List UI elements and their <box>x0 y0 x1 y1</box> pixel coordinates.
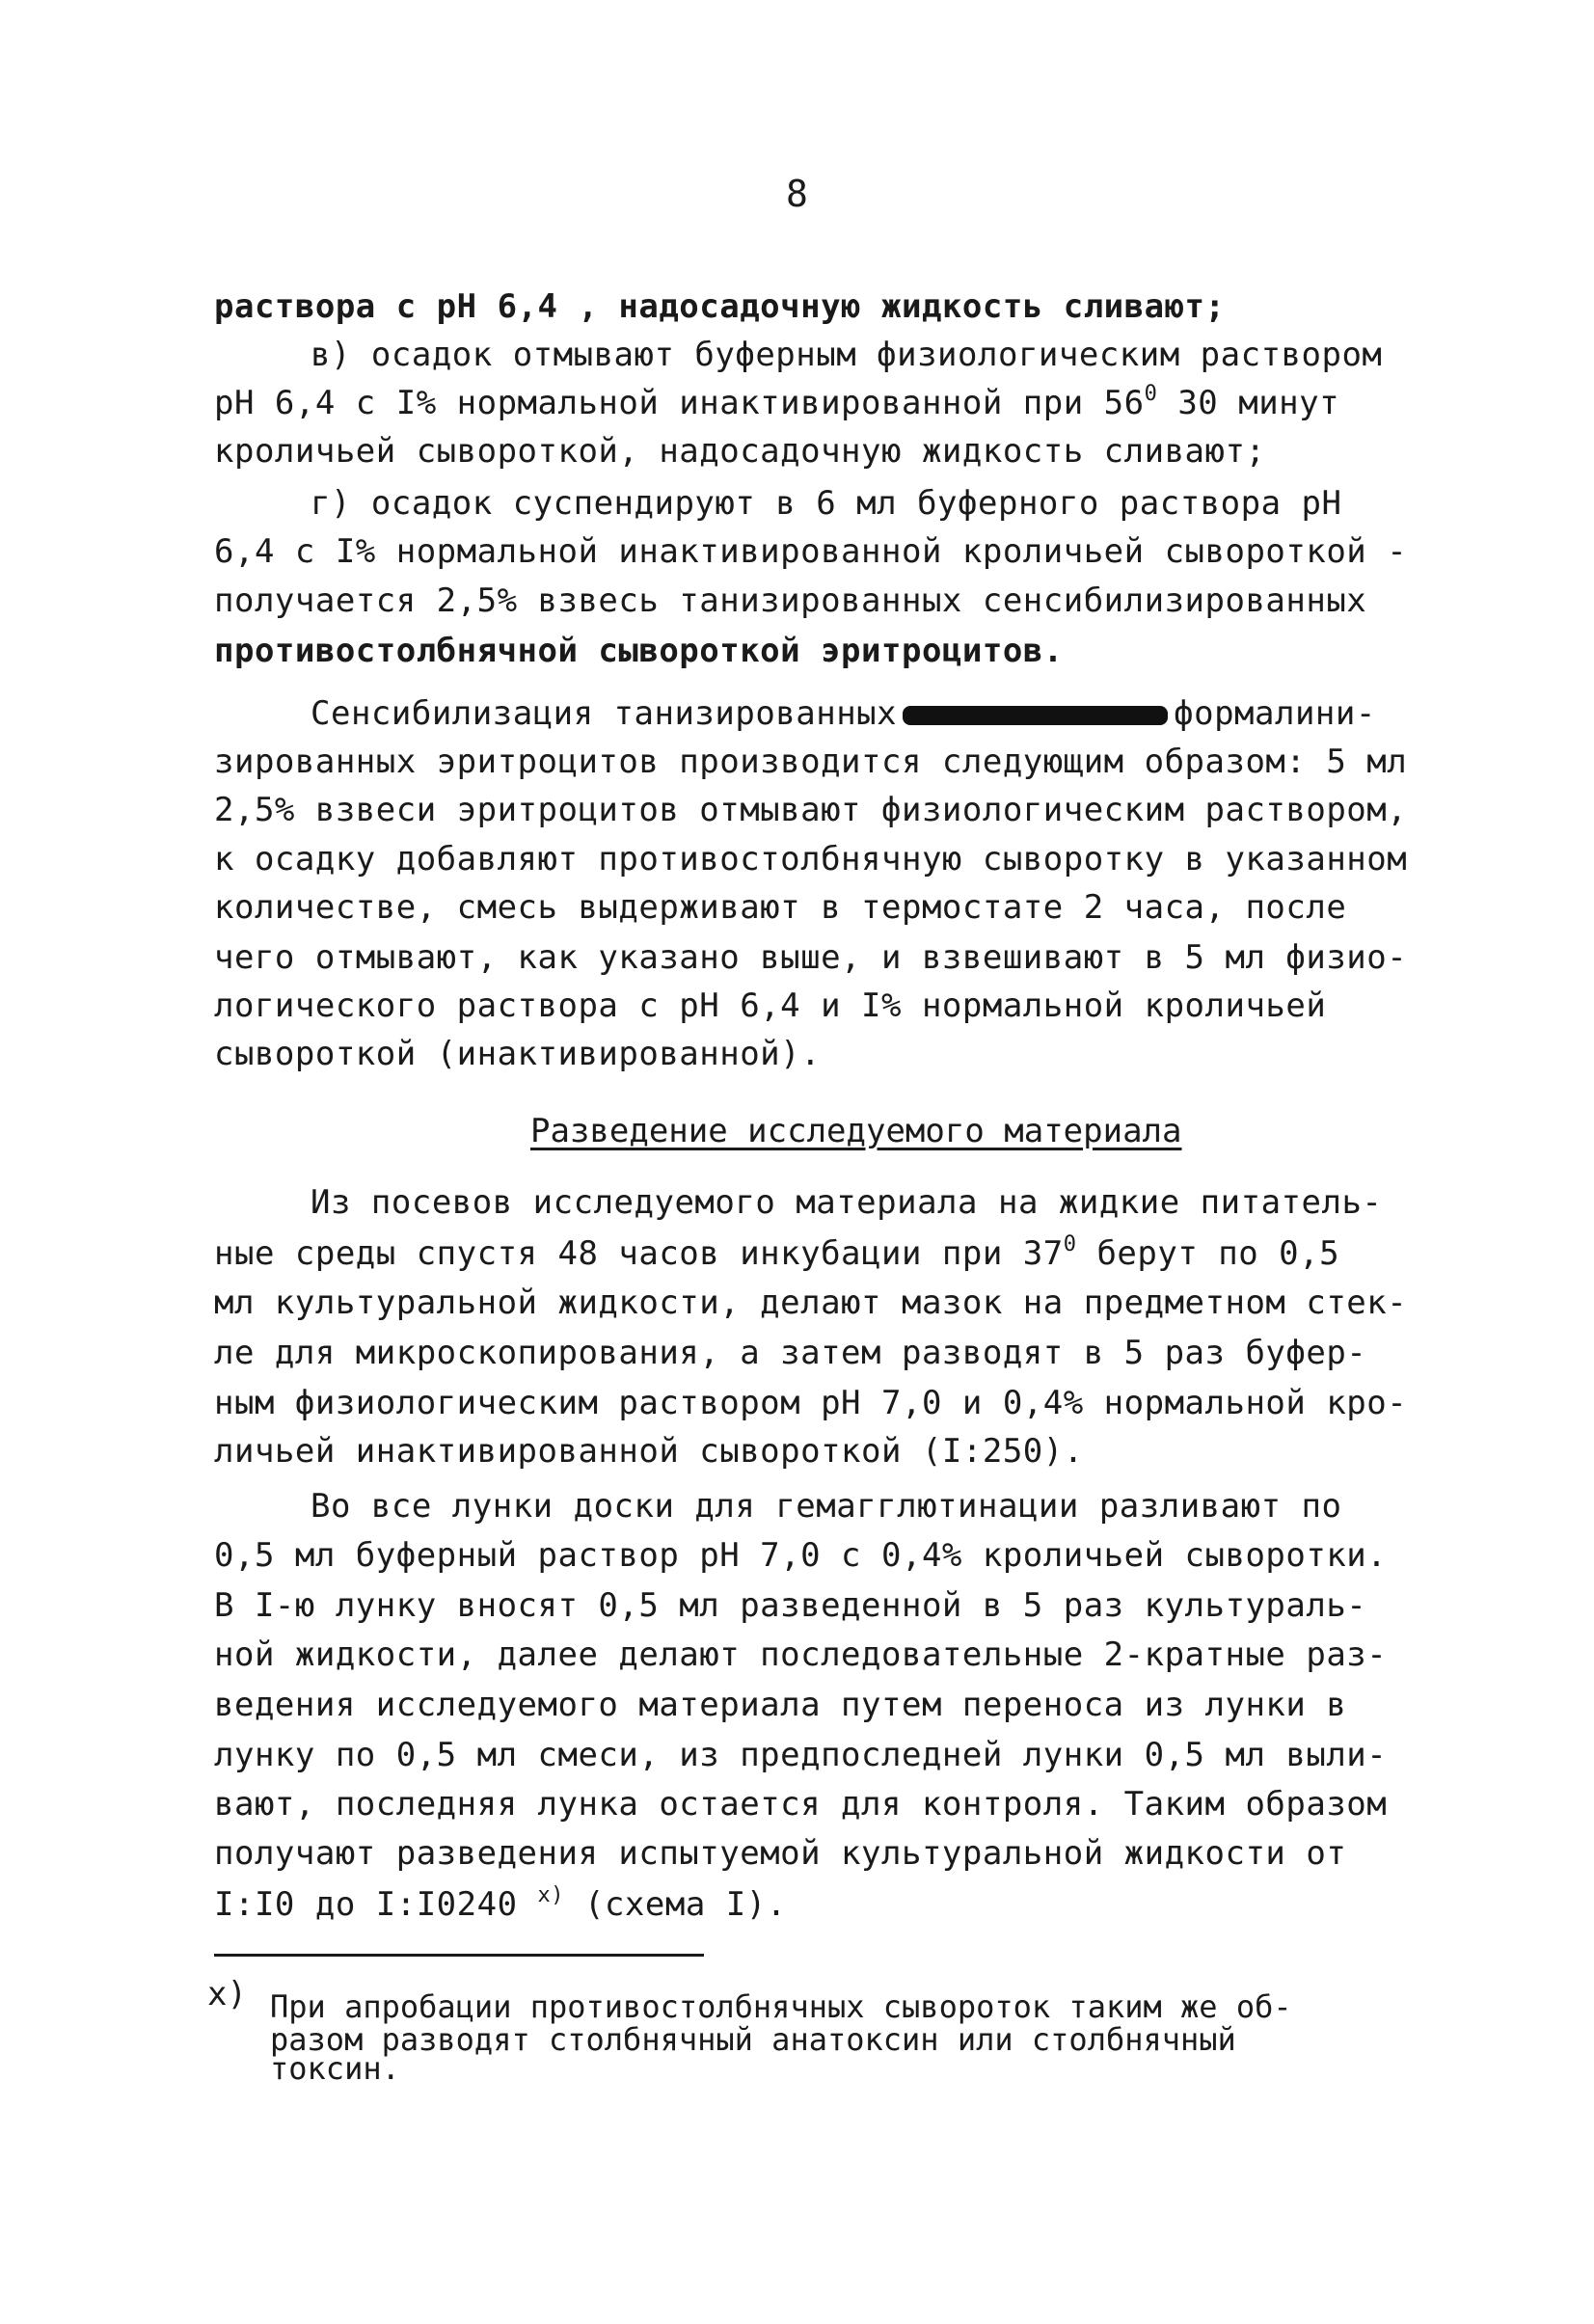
text-line: 6,4 с I% нормальной инактивированной кроличьей сывороткой - <box>214 532 1408 571</box>
text-line: 0,5 мл буферный раствор рН 7,0 с 0,4% кроличьей сыворотки. <box>214 1536 1388 1575</box>
footnote-reference: x) <box>537 1883 565 1907</box>
text-line: лунку по 0,5 мл смеси, из предпоследней лунки 0,5 мл выли- <box>214 1736 1388 1774</box>
text-line: В I-ю лунку вносят 0,5 мл разведенной в 5 раз культураль- <box>214 1586 1367 1625</box>
text-line: сывороткой (инактивированной). <box>214 1035 822 1073</box>
page-number: 8 <box>786 173 808 215</box>
text-line: кроличьей сывороткой, надосадочную жидкость сливают; <box>214 432 1266 471</box>
text-line: чего отмывают, как указано выше, и взвешивают в 5 мл физио- <box>214 938 1408 977</box>
footnote-line: разом разводят столбнячный анатоксин или столбнячный <box>270 2021 1236 2058</box>
text-line <box>214 1880 787 1929</box>
text-line: мл культуральной жидкости, делают мазок на предметном стек- <box>214 1284 1408 1322</box>
text-line: Во все лунки доски для гемагглютинации разливают по <box>311 1487 1342 1526</box>
text-line: ле для микроскопирования, а затем разводят в 5 раз буфер- <box>214 1334 1367 1372</box>
degree-superscript: 0 <box>1063 1232 1077 1257</box>
text-segment: Сенсибилизация танизированных <box>311 694 898 733</box>
text-line: к осадку добавляют противостолбнячную сыворотку в указанном <box>214 840 1408 878</box>
text-line: личьей инактивированной сывороткой (I:250). <box>214 1432 1084 1471</box>
text-line: получают разведения испытуемой культуральной жидкости от <box>214 1834 1347 1873</box>
footnote-line: токсин. <box>270 2050 400 2087</box>
text-line: г) осадок суспендируют в 6 мл буферного раствора рН <box>311 484 1342 523</box>
text-line: в) осадок отмывают буферным физиологическим раствором <box>311 336 1383 374</box>
text-segment: берут по 0,5 <box>1076 1234 1340 1273</box>
text-line: Из посевов исследуемого материала на жидкие питатель- <box>311 1183 1383 1222</box>
text-line <box>214 379 1339 427</box>
text-line: 2,5% взвеси эритроцитов отмывают физиологическим раствором, <box>214 791 1408 829</box>
footnote-divider <box>214 1954 704 1957</box>
text-line: раствора с рН 6,4 , надосадочную жидкость сливают; <box>214 287 1226 326</box>
degree-superscript: 0 <box>1144 382 1158 406</box>
footnote-line: При апробации противостолбнячных сывороток таким же об- <box>270 1988 1292 2025</box>
text-line: противостолбнячной сывороткой эритроцитов. <box>214 632 1064 670</box>
text-segment: формалини- <box>1174 694 1376 733</box>
text-line: ведения исследуемого материала путем переноса из лунки в <box>214 1686 1347 1724</box>
text-segment: (схема I). <box>564 1885 787 1924</box>
footnote-marker: x) <box>207 1975 247 2013</box>
text-line: количестве, смесь выдерживают в термостате 2 часа, после <box>214 888 1347 927</box>
text-segment: ные среды спустя 48 часов инкубации при 37 <box>214 1234 1064 1273</box>
redaction-mark <box>903 706 1168 725</box>
text-segment: 30 минут <box>1157 384 1340 422</box>
text-line <box>214 1230 1339 1278</box>
text-line: зированных эритроцитов производится следующим образом: 5 мл <box>214 743 1408 781</box>
text-line: вают, последняя лунка остается для контроля. Таким образом <box>214 1785 1388 1824</box>
text-segment: I:I0 до I:I0240 <box>214 1885 538 1924</box>
text-line: ным физиологическим раствором рН 7,0 и 0,4% нормальной кро- <box>214 1384 1408 1422</box>
text-line: ной жидкости, далее делают последовательные 2-кратные раз- <box>214 1635 1388 1674</box>
section-heading: Разведение исследуемого материала <box>530 1112 1182 1150</box>
text-line: получается 2,5% взвесь танизированных сенсибилизированных <box>214 581 1367 620</box>
text-line: логического раствора с рН 6,4 и I% нормальной кроличьей <box>214 986 1327 1025</box>
text-segment: рН 6,4 с I% нормальной инактивированной при 56 <box>214 384 1145 422</box>
text-line <box>311 689 1376 738</box>
